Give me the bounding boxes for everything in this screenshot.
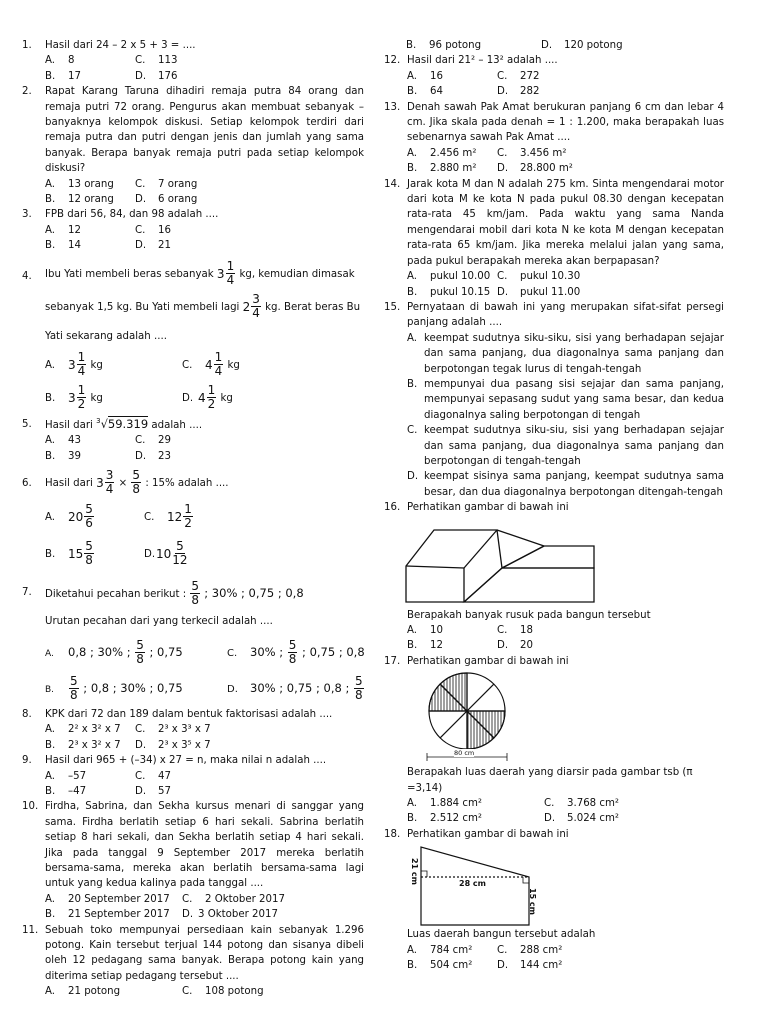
option-d[interactable]: D. 144 cm² [497, 960, 563, 972]
question-5 [22, 417, 364, 464]
option-d[interactable]: D. 30% ; 0,75 ; 0,8 ; $\frac{5}{8}$ [227, 673, 363, 702]
answer-options [45, 635, 364, 707]
question-4: 4. Ibu Yati membeli beras sebanyak 3 $\frac{1}{4}$ kg, kemudian dimasak sebanyak 1,5 kg. Bu Yati membeli lagi 2 $\frac{3}{4}$ kg. Berat beras Bu Yati sekarang adalah .... A. 3 $\frac{1}{4}$ kg C. 4 $\frac{1}{4}$ kg B. 3 $\frac{1}{2}$ kg D. 4 $\frac{1}{2}$ kg [22, 259, 364, 415]
option-c[interactable]: C. 16 [135, 224, 171, 236]
option-d[interactable]: D.10 $\frac{5}{12}$ [144, 539, 188, 568]
question-stem: Perhatikan gambar di bawah ini [407, 655, 569, 667]
question-11 [22, 923, 364, 1000]
question-stem: Perhatikan gambar di bawah ini [407, 828, 569, 840]
question-number: 16. [384, 502, 401, 514]
question-stem: Hasil dari 965 + (–34) x 27 = n, maka nilai n adalah .... [45, 755, 327, 767]
option-a[interactable]: A. 16 [407, 70, 443, 82]
option-c[interactable]: C. 2 Oktober 2017 [182, 893, 285, 905]
option-b[interactable]: B. pukul 10.15 [407, 286, 491, 298]
question-stem: Hasil dari 3 $\frac{3}{4}$ × $\frac{5}{8}$ : 15% adalah .... [45, 468, 229, 497]
question-number: 12. [384, 55, 401, 67]
question-stem: Rapat Karang Taruna dihadiri remaja putra 84 orang dan remaja putri 72 orang. Pengurus akan membuat sebanyak – banyaknya kelompok diskusi. Setiap kelompok terdiri dari remaja putra dan putri dengan jenis dan jumlah yang sama banyak. Berapa banyak remaja putri pada setiap kelompok diskusi? [45, 86, 364, 175]
question-number: 15. [384, 301, 401, 313]
right-column [384, 38, 724, 973]
option-b[interactable]: B. 17 [45, 70, 81, 82]
question-1 [22, 38, 364, 84]
question-ask: Luas daerah bangun tersebut adalah [407, 929, 596, 941]
option-b[interactable]: B. 2.512 cm² [407, 813, 483, 825]
option-a[interactable]: A. pukul 10.00 [407, 271, 491, 283]
option-a[interactable]: A. 13 orang [45, 178, 114, 190]
question-number: 18. [384, 828, 401, 840]
option-c[interactable]: C. 3.456 m² [497, 147, 567, 159]
question-3 [22, 207, 364, 253]
option-b[interactable]: B. 96 potong [406, 40, 482, 51]
question-number: 6. [22, 477, 32, 489]
option-a[interactable]: A. 12 [45, 224, 81, 236]
question-stem: Ibu Yati membeli beras sebanyak 3 $\frac{1}{4}$ kg, kemudian dimasak [45, 259, 355, 288]
option-d[interactable]: D. pukul 11.00 [497, 286, 581, 298]
answer-options [407, 69, 724, 100]
option-c[interactable]: C. 30% ; $\frac{5}{8}$ ; 0,75 ; 0,8 [227, 637, 365, 666]
option-b[interactable]: B. 12 [407, 640, 443, 652]
option-c[interactable]: C. pukul 10.30 [497, 271, 581, 283]
option-b[interactable]: B. 21 September 2017 [45, 909, 170, 921]
question-number: 10. [22, 801, 39, 813]
answer-options [45, 223, 364, 254]
option-c[interactable]: C. 12 $\frac{1}{2}$ [144, 502, 192, 531]
option-d[interactable]: D. 21 [135, 240, 171, 252]
question-number: 17. [384, 655, 401, 667]
option-d[interactable]: D. 6 orang [135, 194, 198, 206]
question-14 [384, 177, 724, 300]
option-a[interactable]: A. –57 [45, 770, 87, 782]
question-12 [384, 53, 724, 99]
answer-options [45, 433, 364, 464]
option-b[interactable]: B. 2³ x 3² x 7 [45, 739, 121, 751]
option-a[interactable]: A. 8 [45, 55, 75, 67]
option-b[interactable]: B. 504 cm² [407, 960, 473, 972]
option-a[interactable]: A. 2² x 3² x 7 [45, 724, 121, 736]
option-b[interactable]: B. $\frac{5}{8}$ ; 0,8 ; 30% ; 0,75 [45, 673, 183, 702]
option-a[interactable]: A. 20 $\frac{5}{6}$ [45, 502, 93, 531]
answer-options [45, 892, 364, 923]
answer-options [407, 623, 724, 654]
answer-options [407, 796, 724, 827]
option-c[interactable]: C. 3.768 cm² [544, 798, 620, 810]
option-d[interactable]: D. 4 $\frac{1}{2}$ kg [182, 383, 233, 412]
option-b[interactable]: B. 64 [407, 86, 443, 98]
question-6 [22, 468, 364, 573]
option-c[interactable]: C. keempat sudutnya siku-siu, sisi yang berhadapan sejajar dan sama panjang, dua diagonalnya sama panjang dan berpotongan di tengah-tengah [407, 425, 724, 467]
question-number: 7. [22, 586, 32, 598]
question-stem: Firdha, Sabrina, dan Sekha kursus menari di sanggar yang sama. Firdha berlatih setiap 6 hari sekali. Sabrina berlatih setiap 8 hari sekali, dan Sekha berlatih setiap 4 hari sekali. Jika pada tanggal 9 September 2017 mereka berlatih bersama-sama, mereka akan berlatih bersama-sama lagi untuk yang kedua kalinya pada tanggal .... [45, 801, 364, 890]
option-a[interactable]: A. 21 potong [45, 986, 121, 998]
option-a[interactable]: A. 20 September 2017 [45, 893, 170, 905]
question-15 [384, 300, 724, 500]
question-18 [384, 827, 724, 974]
option-b[interactable]: B. 14 [45, 240, 81, 252]
answer-options [45, 349, 364, 415]
question-16 [384, 500, 724, 654]
question-stem: Sebuah toko mempunyai persediaan kain sebanyak 1.296 potong. Kain tersebut terjual 144 potong dan sisanya dibeli oleh 12 pedagang sama banyak. Berapa potong kain yang diterima setiap pedagang tersebut .... [45, 924, 364, 982]
option-a[interactable]: A. 43 [45, 435, 81, 447]
option-b[interactable]: B. 2.880 m² [407, 163, 477, 175]
option-b[interactable]: B. 3 $\frac{1}{2}$ kg [45, 383, 103, 412]
option-c[interactable]: C. 288 cm² [497, 944, 563, 956]
option-a[interactable]: A. 0,8 ; 30% ; $\frac{5}{8}$ ; 0,75 [45, 637, 183, 666]
option-c[interactable]: C. 2³ x 3³ x 7 [135, 724, 211, 736]
option-b[interactable]: B. 15 $\frac{5}{8}$ [45, 539, 93, 568]
dimension-label: 21 cm [410, 858, 419, 886]
answer-options [45, 722, 364, 753]
answer-options [407, 146, 724, 177]
option-d[interactable]: D. 3 Oktober 2017 [182, 909, 278, 921]
question-stem: Hasil dari 21² – 13² adalah .... [407, 55, 558, 67]
option-d[interactable]: D. 2³ x 3⁵ x 7 [135, 739, 211, 751]
question-number: 14. [384, 178, 401, 190]
answer-options [407, 943, 724, 974]
option-b[interactable]: B. 39 [45, 450, 81, 462]
question-ask: Berapakah luas daerah yang diarsir pada gambar tsb (π =3,14) [407, 767, 693, 794]
option-d[interactable]: D. 20 [497, 640, 533, 652]
option-d[interactable]: D. 57 [135, 785, 171, 797]
option-c[interactable]: C. 47 [135, 770, 171, 782]
answer-options [407, 269, 724, 300]
option-a[interactable]: A. 3 $\frac{1}{4}$ kg [45, 350, 103, 379]
question-number: 9. [22, 755, 32, 767]
question-number: 11. [22, 924, 39, 936]
question-stem: Perhatikan gambar di bawah ini [407, 502, 569, 514]
question-stem: Denah sawah Pak Amat berukuran panjang 6 cm dan lebar 4 cm. Jika skala pada denah = 1 : 1.200, maka berapakah luas sebenarnya sawah Pak Amat .... [407, 101, 724, 144]
answer-options [45, 984, 364, 999]
question-stem: Hasil dari $^3$√59.319 adalah .... [45, 416, 203, 431]
question-number: 5. [22, 418, 32, 430]
option-c[interactable]: C. 29 [135, 435, 171, 447]
question-9 [22, 753, 364, 799]
option-d[interactable]: D. 28.800 m² [497, 163, 573, 175]
option-d[interactable]: D. 23 [135, 450, 171, 462]
cube-root: $^3$√59.319 [96, 416, 149, 431]
option-c[interactable]: C. 18 [497, 625, 533, 636]
question-2 [22, 84, 364, 207]
question-stem: FPB dari 56, 84, dan 98 adalah .... [45, 209, 219, 221]
dimension-label: 15 cm [528, 888, 537, 916]
option-d[interactable]: D. 176 [135, 70, 178, 82]
dimension-label: 28 cm [459, 879, 486, 889]
question-number: 1. [22, 40, 32, 51]
option-d[interactable]: D. 5.024 cm² [544, 813, 620, 825]
question-stem: Diketahui pecahan berikut : $\frac{5}{8}$ ; 30% ; 0,75 ; 0,8 [45, 579, 304, 608]
question-number: 3. [22, 209, 32, 221]
question-11-options-continued [384, 38, 724, 53]
option-a[interactable]: A. 1.884 cm² [407, 798, 483, 810]
question-stem: Hasil dari 24 – 2 x 5 + 3 = .... [45, 40, 196, 51]
option-c[interactable]: C. 113 [135, 55, 178, 67]
answer-options [45, 499, 364, 573]
option-d[interactable]: D. 120 potong [541, 40, 623, 51]
option-b[interactable]: B. –47 [45, 785, 87, 797]
question-17 [384, 654, 724, 827]
option-b[interactable]: B. mempunyai dua pasang sisi sejajar dan sama panjang, mempunyai sepasang sudut yang sama besar, dan kedua diagonalnya saling berpotongan di tengah [407, 378, 724, 421]
question-number: 4. [22, 270, 32, 282]
option-c[interactable]: C. 7 orang [135, 178, 198, 190]
question-number: 13. [384, 101, 401, 113]
left-column [22, 38, 364, 1000]
option-a[interactable]: A. 10 [407, 625, 443, 636]
answer-options [45, 53, 364, 84]
option-d[interactable]: D. 282 [497, 86, 540, 98]
prism-figure [404, 520, 654, 606]
question-stem: Jarak kota M dan N adalah 275 km. Sinta mengendarai motor dari kota M ke kota N pada pukul 08.30 dengan kecepatan rata-rata 45 km/jam. Pada waktu yang sama Nanda mengendarai mobil dari kota N ke kota M dengan kecepatan rata-rata 65 km/jam. Jika mereka melalui jalan yang sama, pada pukul berapakah mereka akan berpapasan? [407, 178, 724, 267]
dimension-label: 80 cm [454, 749, 475, 758]
question-number: 2. [22, 86, 32, 98]
option-c[interactable]: C. 272 [497, 70, 540, 82]
trapezoid-figure [407, 845, 547, 927]
question-7: 7. Diketahui pecahan berikut : $\frac{5}{8}$ ; 30% ; 0,75 ; 0,8 Urutan pecahan dari yang terkecil adalah .... A. 0,8 ; 30% ; $\frac{5}{8}$ ; 0,75 C. 30% ; $\frac{5}{8}$ ; 0,75 ; 0,8 B. $\frac{5}{8}$ ; 0,8 ; 30% ; 0,75 D. 30% ; 0,75 ; 0,8 ; $\frac{5}{8}$ [22, 579, 364, 707]
option-c[interactable]: C. 4 $\frac{1}{4}$ kg [182, 350, 240, 379]
option-b[interactable]: B. 12 orang [45, 194, 114, 206]
option-a[interactable]: A. 784 cm² [407, 944, 473, 956]
option-c[interactable]: C. 108 potong [182, 986, 264, 998]
option-a[interactable]: A. 2.456 m² [407, 147, 477, 159]
question-stem: KPK dari 72 dan 189 dalam bentuk faktorisasi adalah .... [45, 708, 333, 720]
answer-options [45, 769, 364, 800]
answer-options [45, 177, 364, 208]
option-d[interactable]: D. keempat sisinya sama panjang, keempat sudutnya sama besar, dan dua diagonalnya berpotongan ditengah-tengah [407, 471, 724, 498]
question-13 [384, 100, 724, 177]
question-10 [22, 799, 364, 922]
option-a[interactable]: A. keempat sudutnya siku-siku, sisi yang berhadapan sejajar dan sama panjang, dua diagonalnya sama panjang dan berpotongan tegak lurus di tengah-tengah [407, 332, 724, 375]
question-8 [22, 707, 364, 753]
circle-figure [407, 669, 527, 765]
question-stem: Pernyataan di bawah ini yang merupakan sifat-sifat persegi panjang adalah .... [407, 301, 724, 329]
question-number: 8. [22, 708, 32, 720]
question-ask: Berapakah banyak rusuk pada bangun tersebut [407, 609, 651, 621]
